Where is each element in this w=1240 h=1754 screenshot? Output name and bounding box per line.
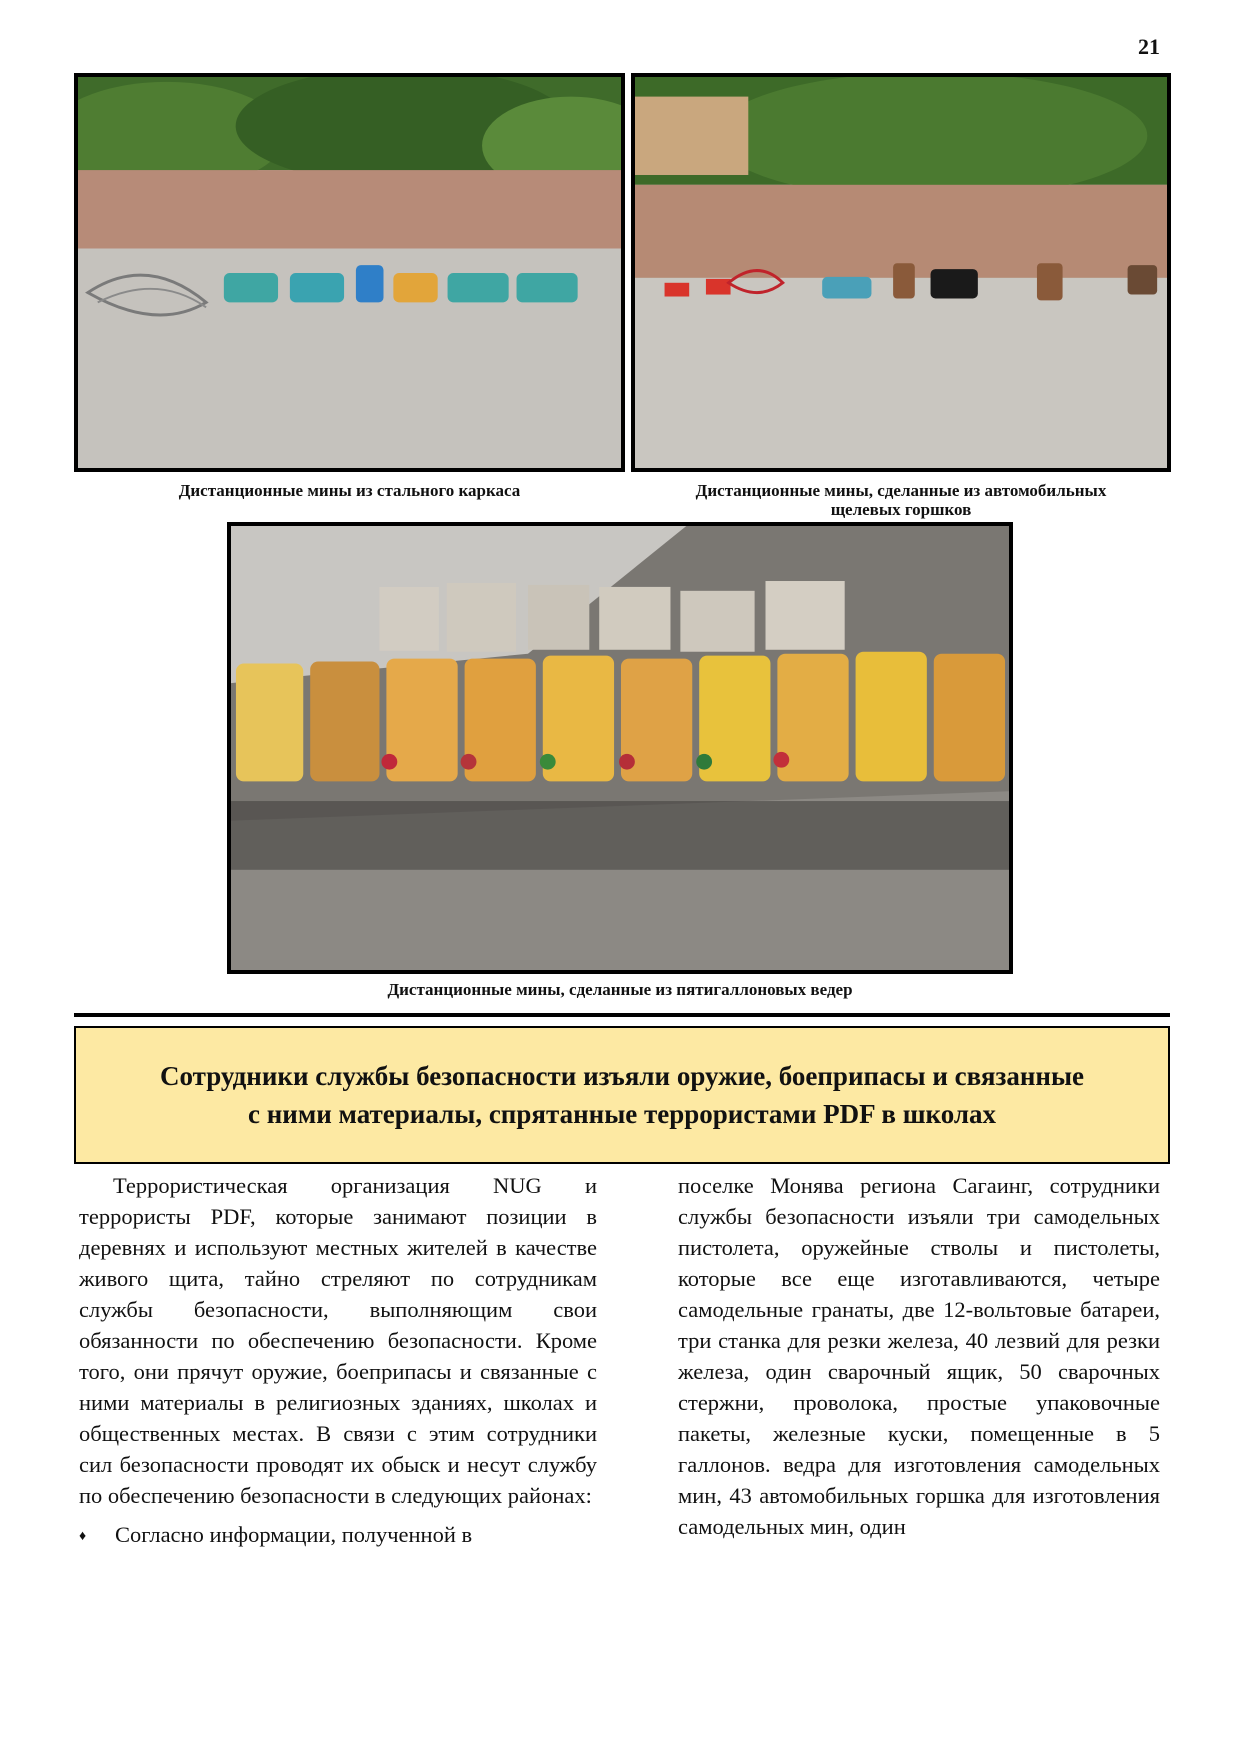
article-intro-paragraph: Террористическая организация NUG и террористы PDF, которые занимают позиции в деревнях и используют местных жителей в качестве живого щита, тайно стреляют по сотрудникам службы безопасности, выполняющим свои обязанности по обеспечению безопасности. Кроме того, они прячут оружие, боеприпасы и связанные с ними материалы в религиозных зданиях, школах и общественных местах. В связи с этим сотрудники сил безопасности проводят их обыск и несут службу по обеспечению безопасности в следующих районах: <box>79 1173 597 1508</box>
figure-caption-top-right-line1: Дистанционные мины, сделанные из автомобильных <box>695 481 1107 500</box>
figure-caption-center: Дистанционные мины, сделанные из пятигаллоновых ведер <box>387 980 853 999</box>
article-right-column <box>678 1170 1160 1542</box>
figure-caption-top-right-line2: щелевых горшков <box>830 500 972 519</box>
figure-caption-top-left: Дистанционные мины из стального каркаса <box>178 481 521 500</box>
bullet-item <box>79 1519 597 1552</box>
page-number: 21 <box>1138 34 1160 59</box>
article-headline-line2: с ними материалы, спрятанные террористами PDF в школах <box>247 1099 996 1129</box>
bullet-item-text: Согласно информации, полученной в <box>115 1522 473 1547</box>
five-gallon-bucket-mines-photo <box>227 522 1013 974</box>
section-divider <box>74 1013 1170 1017</box>
car-pot-mines-photo <box>631 73 1171 472</box>
article-headline-line1: Сотрудники службы безопасности изъяли оружие, боеприпасы и связанные <box>159 1061 1085 1091</box>
article-continued-paragraph: поселке Монява региона Сагаинг, сотрудники службы безопасности изъяли три самодельных пистолета, оружейные стволы и пистолеты, которые все еще изготавливаются, четыре самодельные гранаты, две 12-вольтовые батареи, три станка для резки железа, 40 лезвий для резки железа, один сварочный ящик, 50 сварочных стержни, проволока, простые упаковочные пакеты, железные куски, помещенные в 5 галлонов. ведра для изготовления самодельных мин, 43 автомобильных горшка для изготовления самодельных мин, один <box>678 1173 1160 1539</box>
article-headline <box>74 1026 1170 1164</box>
bullet-diamond-icon: ♦ <box>79 1529 87 1544</box>
article-left-column <box>79 1170 597 1552</box>
figure-caption-top-right <box>631 481 1171 519</box>
steel-frame-mines-photo <box>74 73 625 472</box>
